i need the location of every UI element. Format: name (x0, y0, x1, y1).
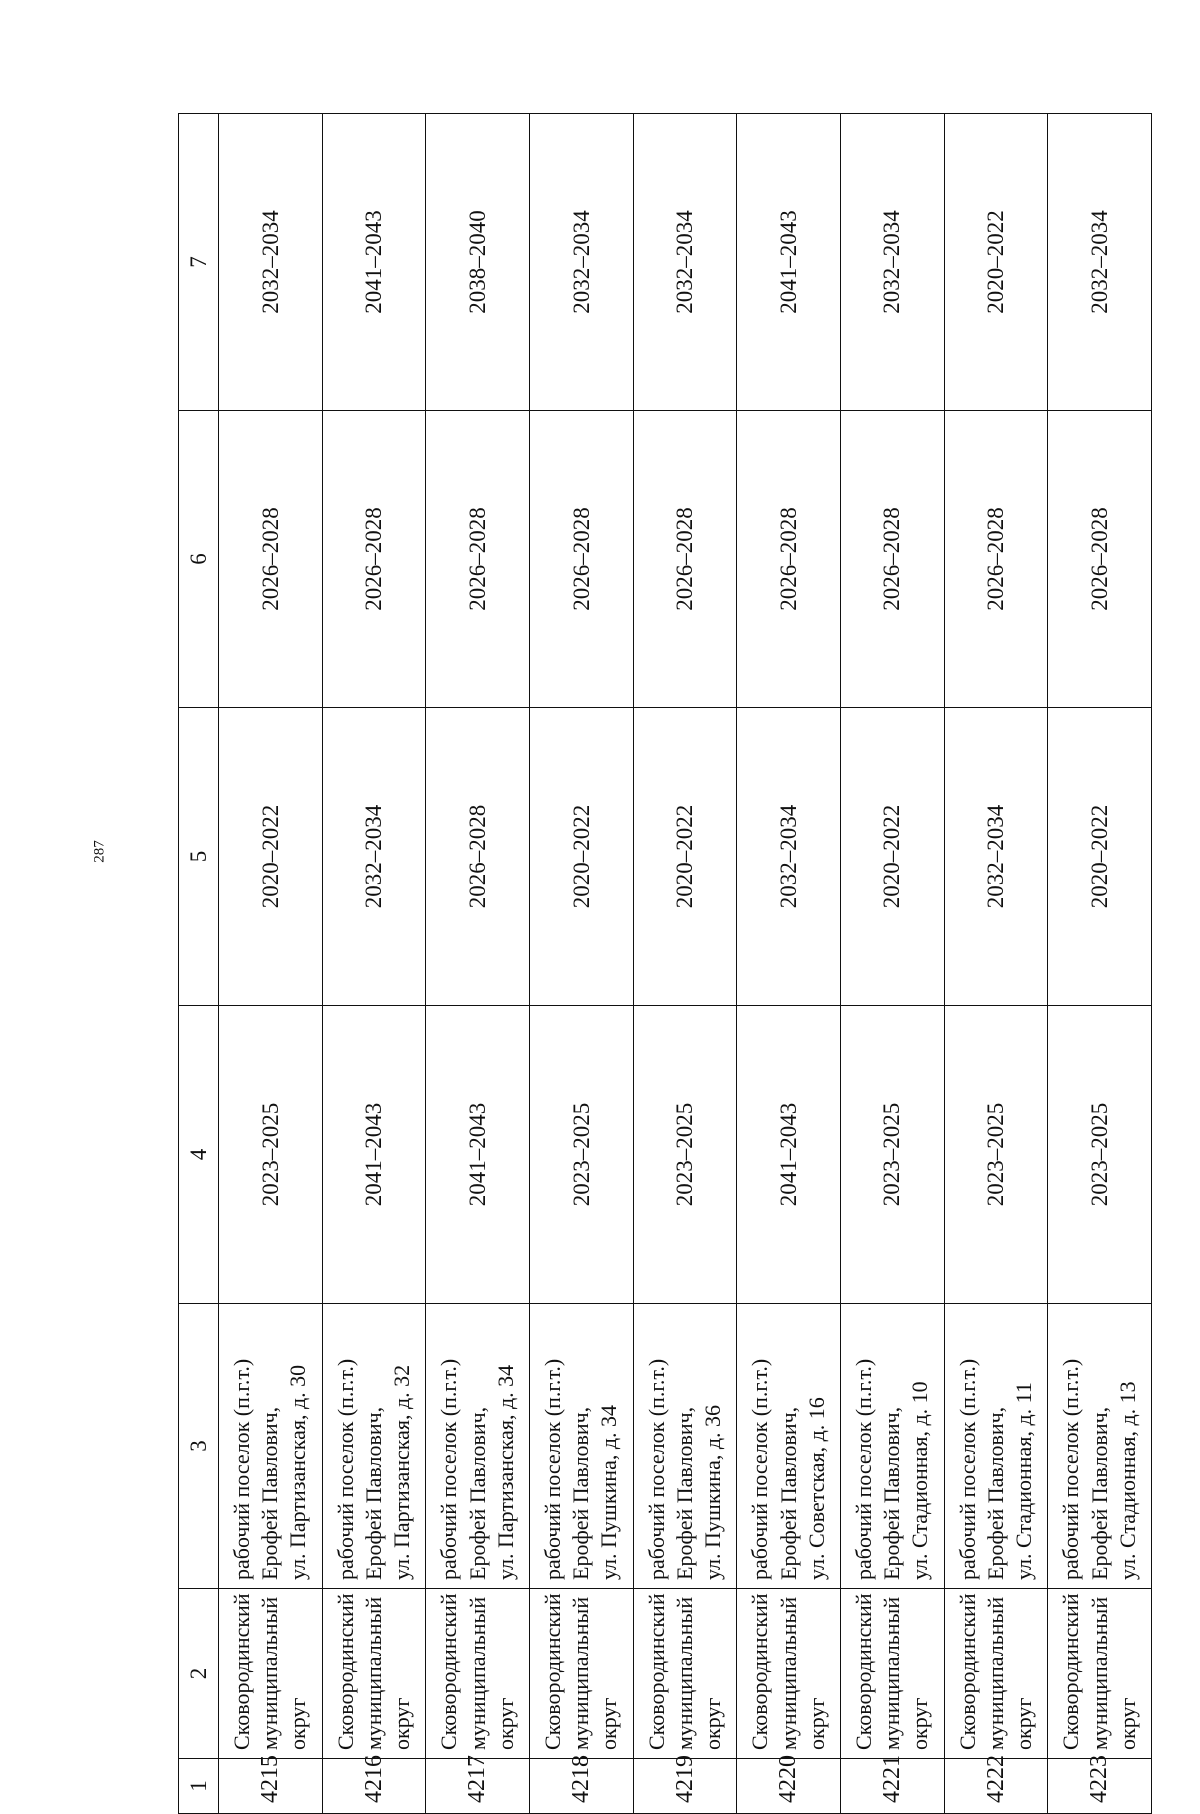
period-cell-col4: 2023–2025 (529, 1006, 633, 1304)
period-cell-col4: 2023–2025 (944, 1006, 1048, 1304)
period-cell-col6: 2026–2028 (219, 411, 323, 708)
period-cell-col5: 2020–2022 (633, 708, 737, 1006)
address-cell (219, 1304, 323, 1589)
period-cell-col7: 2032–2034 (219, 114, 323, 411)
period-cell-col6: 2026–2028 (944, 411, 1048, 708)
address-line: ул. Стадионная, д. 10 (907, 1381, 933, 1580)
address-line: Ерофей Павлович, (568, 1406, 594, 1580)
district-cell: Сковородинский муниципальный округ (633, 1589, 737, 1759)
address-line: рабочий поселок (п.г.т.) (954, 1358, 980, 1580)
address-cell (426, 1304, 530, 1589)
address-line: ул. Партизанская, д. 30 (285, 1364, 311, 1580)
period-cell-col4: 2023–2025 (840, 1006, 944, 1304)
period-cell-col7: 2032–2034 (1048, 114, 1152, 411)
period-cell-col5: 2020–2022 (1048, 708, 1152, 1006)
address-line: рабочий поселок (п.г.т.) (747, 1358, 773, 1580)
address-line: Ерофей Павлович, (464, 1406, 490, 1580)
table-row (633, 114, 737, 1814)
period-cell-col5: 2020–2022 (529, 708, 633, 1006)
address-line: ул. Пушкина, д. 34 (596, 1404, 622, 1580)
address-line: ул. Партизанская, д. 34 (492, 1364, 518, 1580)
address-cell (529, 1304, 633, 1589)
row-number-cell: 4216 (322, 1759, 426, 1814)
period-cell-col5: 2032–2034 (944, 708, 1048, 1006)
address-line: ул. Советская, д. 16 (803, 1397, 829, 1580)
district-cell: Сковородинский муниципальный округ (529, 1589, 633, 1759)
table-row (219, 114, 323, 1814)
row-number-cell: 4222 (944, 1759, 1048, 1814)
period-cell-col6: 2026–2028 (633, 411, 737, 708)
period-cell-col7: 2020–2022 (944, 114, 1048, 411)
district-cell: Сковородинский муниципальный округ (1048, 1589, 1152, 1759)
row-number-cell: 4221 (840, 1759, 944, 1814)
row-number-cell: 4215 (219, 1759, 323, 1814)
address-cell (944, 1304, 1048, 1589)
period-cell-col6: 2026–2028 (737, 411, 841, 708)
column-header: 5 (179, 708, 219, 1006)
period-cell-col4: 2041–2043 (737, 1006, 841, 1304)
period-cell-col7: 2032–2034 (840, 114, 944, 411)
address-cell (737, 1304, 841, 1589)
address-line: ул. Партизанская, д. 32 (389, 1364, 415, 1580)
address-line: рабочий поселок (п.г.т.) (540, 1358, 566, 1580)
address-cell (1048, 1304, 1152, 1589)
period-cell-col7: 2041–2043 (737, 114, 841, 411)
period-cell-col4: 2023–2025 (1048, 1006, 1152, 1304)
address-line: рабочий поселок (п.г.т.) (851, 1358, 877, 1580)
period-cell-col7: 2041–2043 (322, 114, 426, 411)
period-cell-col7: 2032–2034 (529, 114, 633, 411)
table-row (322, 114, 426, 1814)
row-number-cell: 4223 (1048, 1759, 1152, 1814)
address-line: Ерофей Павлович, (257, 1406, 283, 1580)
address-cell (322, 1304, 426, 1589)
column-header: 6 (179, 411, 219, 708)
district-cell: Сковородинский муниципальный округ (737, 1589, 841, 1759)
period-cell-col7: 2038–2040 (426, 114, 530, 411)
district-cell: Сковородинский муниципальный округ (426, 1589, 530, 1759)
period-cell-col5: 2020–2022 (840, 708, 944, 1006)
table-row (529, 114, 633, 1814)
address-line: рабочий поселок (п.г.т.) (332, 1358, 358, 1580)
period-cell-col4: 2041–2043 (322, 1006, 426, 1304)
address-cell (840, 1304, 944, 1589)
address-line: рабочий поселок (п.г.т.) (643, 1358, 669, 1580)
period-cell-col4: 2023–2025 (219, 1006, 323, 1304)
address-line: ул. Стадионная, д. 13 (1114, 1381, 1140, 1580)
period-cell-col4: 2023–2025 (633, 1006, 737, 1304)
rotated-table-container (178, 114, 1152, 1814)
period-cell-col6: 2026–2028 (529, 411, 633, 708)
address-cell (633, 1304, 737, 1589)
period-cell-col5: 2032–2034 (737, 708, 841, 1006)
period-cell-col7: 2032–2034 (633, 114, 737, 411)
period-cell-col6: 2026–2028 (426, 411, 530, 708)
district-cell: Сковородинский муниципальный округ (944, 1589, 1048, 1759)
table-row (840, 114, 944, 1814)
row-number-cell: 4219 (633, 1759, 737, 1814)
row-number-cell: 4217 (426, 1759, 530, 1814)
column-header: 1 (179, 1759, 219, 1814)
address-line: рабочий поселок (п.г.т.) (436, 1358, 462, 1580)
table-row (944, 114, 1048, 1814)
address-line: Ерофей Павлович, (879, 1406, 905, 1580)
column-header: 3 (179, 1304, 219, 1589)
address-line: рабочий поселок (п.г.т.) (1058, 1358, 1084, 1580)
period-cell-col5: 2026–2028 (426, 708, 530, 1006)
address-line: ул. Стадионная, д. 11 (1011, 1382, 1036, 1580)
table-row (737, 114, 841, 1814)
address-line: Ерофей Павлович, (982, 1406, 1008, 1580)
district-cell: Сковородинский муниципальный округ (840, 1589, 944, 1759)
period-cell-col4: 2041–2043 (426, 1006, 530, 1304)
column-header: 4 (179, 1006, 219, 1304)
table-row (1048, 114, 1152, 1814)
address-line: Ерофей Павлович, (775, 1406, 801, 1580)
address-line: рабочий поселок (п.г.т.) (229, 1358, 255, 1580)
period-cell-col6: 2026–2028 (840, 411, 944, 708)
row-number-cell: 4218 (529, 1759, 633, 1814)
period-cell-col5: 2020–2022 (219, 708, 323, 1006)
table-row (426, 114, 530, 1814)
district-cell: Сковородинский муниципальный округ (219, 1589, 323, 1759)
period-cell-col6: 2026–2028 (1048, 411, 1152, 708)
address-line: ул. Пушкина, д. 36 (700, 1404, 726, 1580)
address-line: Ерофей Павлович, (360, 1406, 386, 1580)
row-number-cell: 4220 (737, 1759, 841, 1814)
column-header: 2 (179, 1589, 219, 1759)
district-cell: Сковородинский муниципальный округ (322, 1589, 426, 1759)
address-line: Ерофей Павлович, (671, 1406, 697, 1580)
period-cell-col6: 2026–2028 (322, 411, 426, 708)
schedule-table (178, 113, 1152, 1814)
address-line: Ерофей Павлович, (1086, 1406, 1112, 1580)
column-header: 7 (179, 114, 219, 411)
period-cell-col5: 2032–2034 (322, 708, 426, 1006)
header-row (179, 114, 219, 1814)
page-number: 287 (91, 840, 108, 863)
